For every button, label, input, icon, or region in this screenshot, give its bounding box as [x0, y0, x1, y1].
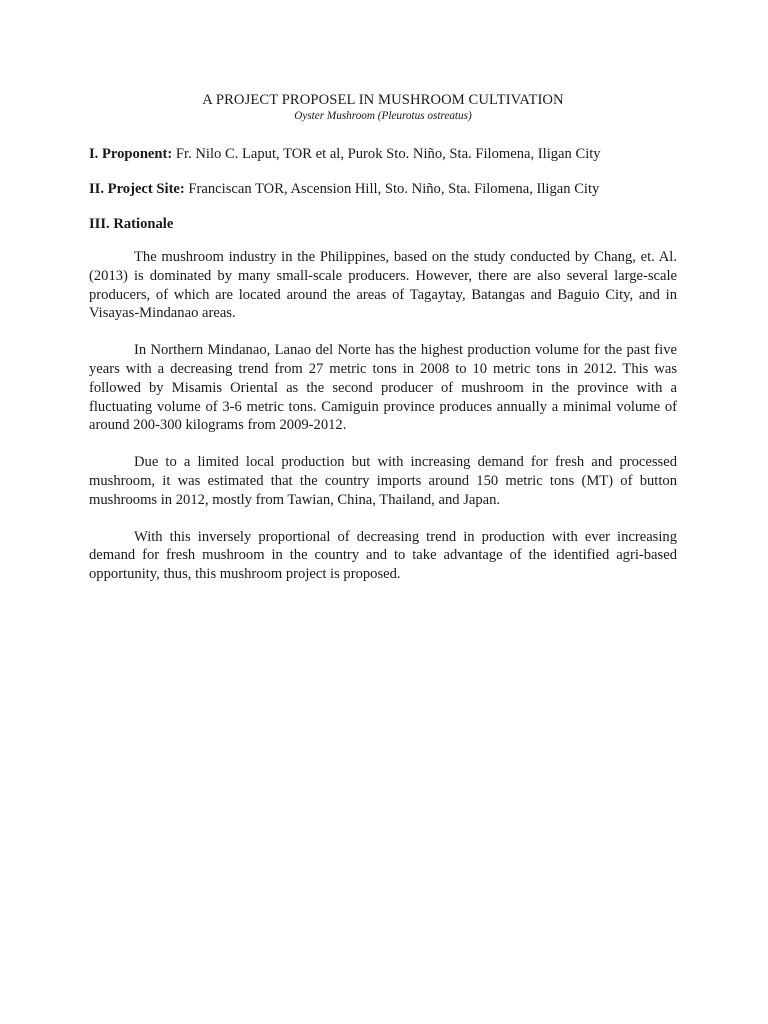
document-title: A PROJECT PROPOSEL IN MUSHROOM CULTIVATION [202, 92, 564, 108]
rationale-paragraph: With this inversely proportional of decreasing trend in production with ever increasing demand for fresh mushroom in the country and to take advantage of the identified agri-based opportunity, thus, this mushroom project is proposed. [89, 528, 677, 583]
project-site-label: II. Project Site: [89, 181, 185, 197]
project-site-line [89, 180, 677, 198]
proponent-line [89, 145, 677, 163]
document-subtitle: Oyster Mushroom (Pleurotus ostreatus) [294, 110, 472, 122]
rationale-paragraph: The mushroom industry in the Philippines, based on the study conducted by Chang, et. Al. (2013) is dominated by many small-scale producers. However, there are also several large-scale producers, of which are located around the areas of Tagaytay, Batangas and Baguio City, and in Visayas-Mindanao areas. [89, 249, 677, 322]
rationale-heading: III. Rationale [89, 216, 174, 232]
proponent-value: Fr. Nilo C. Laput, TOR et al, Purok Sto. Niño, Sta. Filomena, Iligan City [172, 146, 601, 162]
rationale-paragraph: Due to a limited local production but with increasing demand for fresh and processed mushroom, it was estimated that the country imports around 150 metric tons (MT) of button mushrooms in 2012, mostly from Tawian, China, Thailand, and Japan. [89, 454, 677, 508]
rationale-paragraph: In Northern Mindanao, Lanao del Norte has the highest production volume for the past five years with a decreasing trend from 27 metric tons in 2008 to 10 metric tons in 2012. This was followed by Misamis Oriental as the second producer of mushroom in the province with a fluctuating volume of 3-6 metric tons. Camiguin province produces annually a minimal volume of around 200-300 kilograms from 2009-2012. [89, 342, 677, 434]
project-site-value: Franciscan TOR, Ascension Hill, Sto. Niño, Sta. Filomena, Iligan City [184, 181, 600, 197]
proponent-label: I. Proponent: [89, 146, 173, 162]
